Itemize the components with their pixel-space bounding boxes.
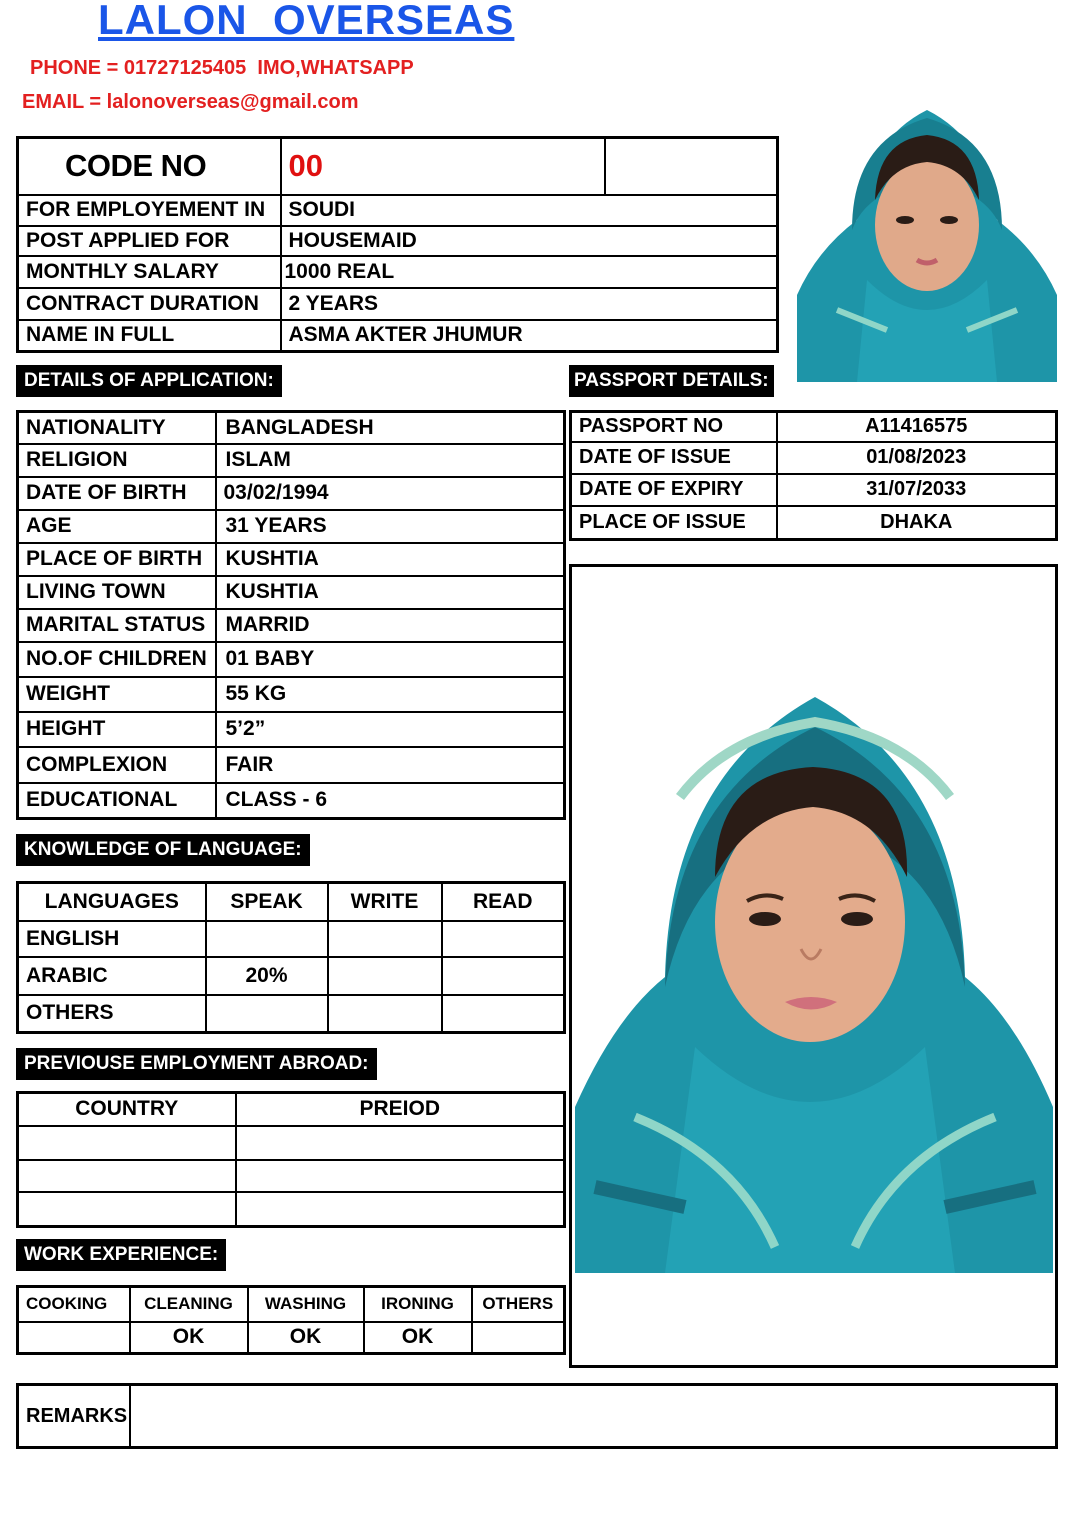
dob-label: DATE OF BIRTH xyxy=(18,477,216,510)
dob-value: 03/02/1994 xyxy=(216,477,565,510)
code-blank-cell xyxy=(605,138,778,195)
top-info-table xyxy=(16,136,779,353)
marital-status-label: MARITAL STATUS xyxy=(18,609,216,642)
language-name: ARABIC xyxy=(18,957,206,995)
others-value xyxy=(472,1322,565,1354)
language-speak xyxy=(206,921,328,957)
language-table xyxy=(16,881,566,1034)
work-table xyxy=(16,1285,566,1355)
height-value: 5’2” xyxy=(216,712,565,747)
small-portrait-photo xyxy=(797,80,1057,382)
children-label: NO.OF CHILDREN xyxy=(18,642,216,677)
ironing-value: OK xyxy=(364,1322,472,1354)
language-read xyxy=(442,957,565,995)
religion-value: ISLAM xyxy=(216,444,565,477)
weight-value: 55 KG xyxy=(216,677,565,712)
post-value: HOUSEMAID xyxy=(281,226,778,256)
large-portrait-photo xyxy=(575,687,1053,1273)
employment-cell xyxy=(236,1126,565,1160)
complexion-value: FAIR xyxy=(216,747,565,783)
employment-country-label: FOR EMPLOYEMENT IN xyxy=(18,195,281,226)
language-read xyxy=(442,921,565,957)
remarks-label: REMARKS xyxy=(18,1385,130,1448)
expiry-date-value: 31/07/2033 xyxy=(777,474,1057,506)
washing-value: OK xyxy=(248,1322,364,1354)
phone-line: PHONE = 01727125405 IMO,WHATSAPP xyxy=(30,57,414,79)
duration-value: 2 YEARS xyxy=(281,288,778,320)
issue-date-label: DATE OF ISSUE xyxy=(571,442,777,474)
passport-no-label: PASSPORT NO xyxy=(571,412,777,442)
others-header: OTHERS xyxy=(472,1287,565,1322)
language-name: OTHERS xyxy=(18,995,206,1033)
complexion-label: COMPLEXION xyxy=(18,747,216,783)
employment-heading: PREVIOUSE EMPLOYMENT ABROAD: xyxy=(16,1048,377,1080)
age-value: 31 YEARS xyxy=(216,510,565,543)
issue-date-value: 01/08/2023 xyxy=(777,442,1057,474)
cleaning-value: OK xyxy=(130,1322,248,1354)
language-read xyxy=(442,995,565,1033)
passport-heading: PASSPORT DETAILS: xyxy=(569,365,774,397)
remarks-value xyxy=(130,1385,1057,1448)
cooking-header: COOKING xyxy=(18,1287,130,1322)
employment-table xyxy=(16,1091,566,1228)
cooking-value xyxy=(18,1322,130,1354)
language-name: ENGLISH xyxy=(18,921,206,957)
expiry-date-label: DATE OF EXPIRY xyxy=(571,474,777,506)
language-heading: KNOWLEDGE OF LANGUAGE: xyxy=(16,834,310,866)
language-speak xyxy=(206,995,328,1033)
agency-name: LALON OVERSEAS xyxy=(98,0,515,43)
full-name-value: ASMA AKTER JHUMUR xyxy=(281,320,778,352)
period-header: PREIOD xyxy=(236,1093,565,1126)
birthplace-label: PLACE OF BIRTH xyxy=(18,543,216,576)
issue-place-value: DHAKA xyxy=(777,506,1057,540)
employment-cell xyxy=(18,1160,236,1192)
cleaning-header: CLEANING xyxy=(130,1287,248,1322)
post-label: POST APPLIED FOR xyxy=(18,226,281,256)
full-photo-box xyxy=(569,564,1058,1368)
write-header: WRITE xyxy=(328,883,442,921)
language-speak: 20% xyxy=(206,957,328,995)
children-value: 01 BABY xyxy=(216,642,565,677)
passport-no-value: A11416575 xyxy=(777,412,1057,442)
living-town-value: KUSHTIA xyxy=(216,576,565,609)
work-heading: WORK EXPERIENCE: xyxy=(16,1239,226,1271)
living-town-label: LIVING TOWN xyxy=(18,576,216,609)
nationality-label: NATIONALITY xyxy=(18,412,216,444)
employment-country-value: SOUDI xyxy=(281,195,778,226)
languages-header: LANGUAGES xyxy=(18,883,206,921)
birthplace-value: KUSHTIA xyxy=(216,543,565,576)
application-heading: DETAILS OF APPLICATION: xyxy=(16,365,282,397)
passport-table xyxy=(569,410,1058,541)
employment-cell xyxy=(236,1160,565,1192)
employment-cell xyxy=(236,1192,565,1227)
application-table xyxy=(16,410,566,820)
language-write xyxy=(328,957,442,995)
language-write xyxy=(328,995,442,1033)
education-label: EDUCATIONAL xyxy=(18,783,216,819)
code-value: 00 xyxy=(281,138,605,195)
ironing-header: IRONING xyxy=(364,1287,472,1322)
code-label: CODE NO xyxy=(18,138,281,195)
country-header: COUNTRY xyxy=(18,1093,236,1126)
email-line: EMAIL = lalonoverseas@gmail.com xyxy=(22,91,359,113)
salary-value: 1000 REAL xyxy=(281,256,778,288)
speak-header: SPEAK xyxy=(206,883,328,921)
full-name-label: NAME IN FULL xyxy=(18,320,281,352)
salary-label: MONTHLY SALARY xyxy=(18,256,281,288)
age-label: AGE xyxy=(18,510,216,543)
nationality-value: BANGLADESH xyxy=(216,412,565,444)
language-write xyxy=(328,921,442,957)
issue-place-label: PLACE OF ISSUE xyxy=(571,506,777,540)
duration-label: CONTRACT DURATION xyxy=(18,288,281,320)
weight-label: WEIGHT xyxy=(18,677,216,712)
washing-header: WASHING xyxy=(248,1287,364,1322)
remarks-table xyxy=(16,1383,1058,1449)
education-value: CLASS - 6 xyxy=(216,783,565,819)
marital-status-value: MARRID xyxy=(216,609,565,642)
height-label: HEIGHT xyxy=(18,712,216,747)
employment-cell xyxy=(18,1192,236,1227)
employment-cell xyxy=(18,1126,236,1160)
religion-label: RELIGION xyxy=(18,444,216,477)
read-header: READ xyxy=(442,883,565,921)
